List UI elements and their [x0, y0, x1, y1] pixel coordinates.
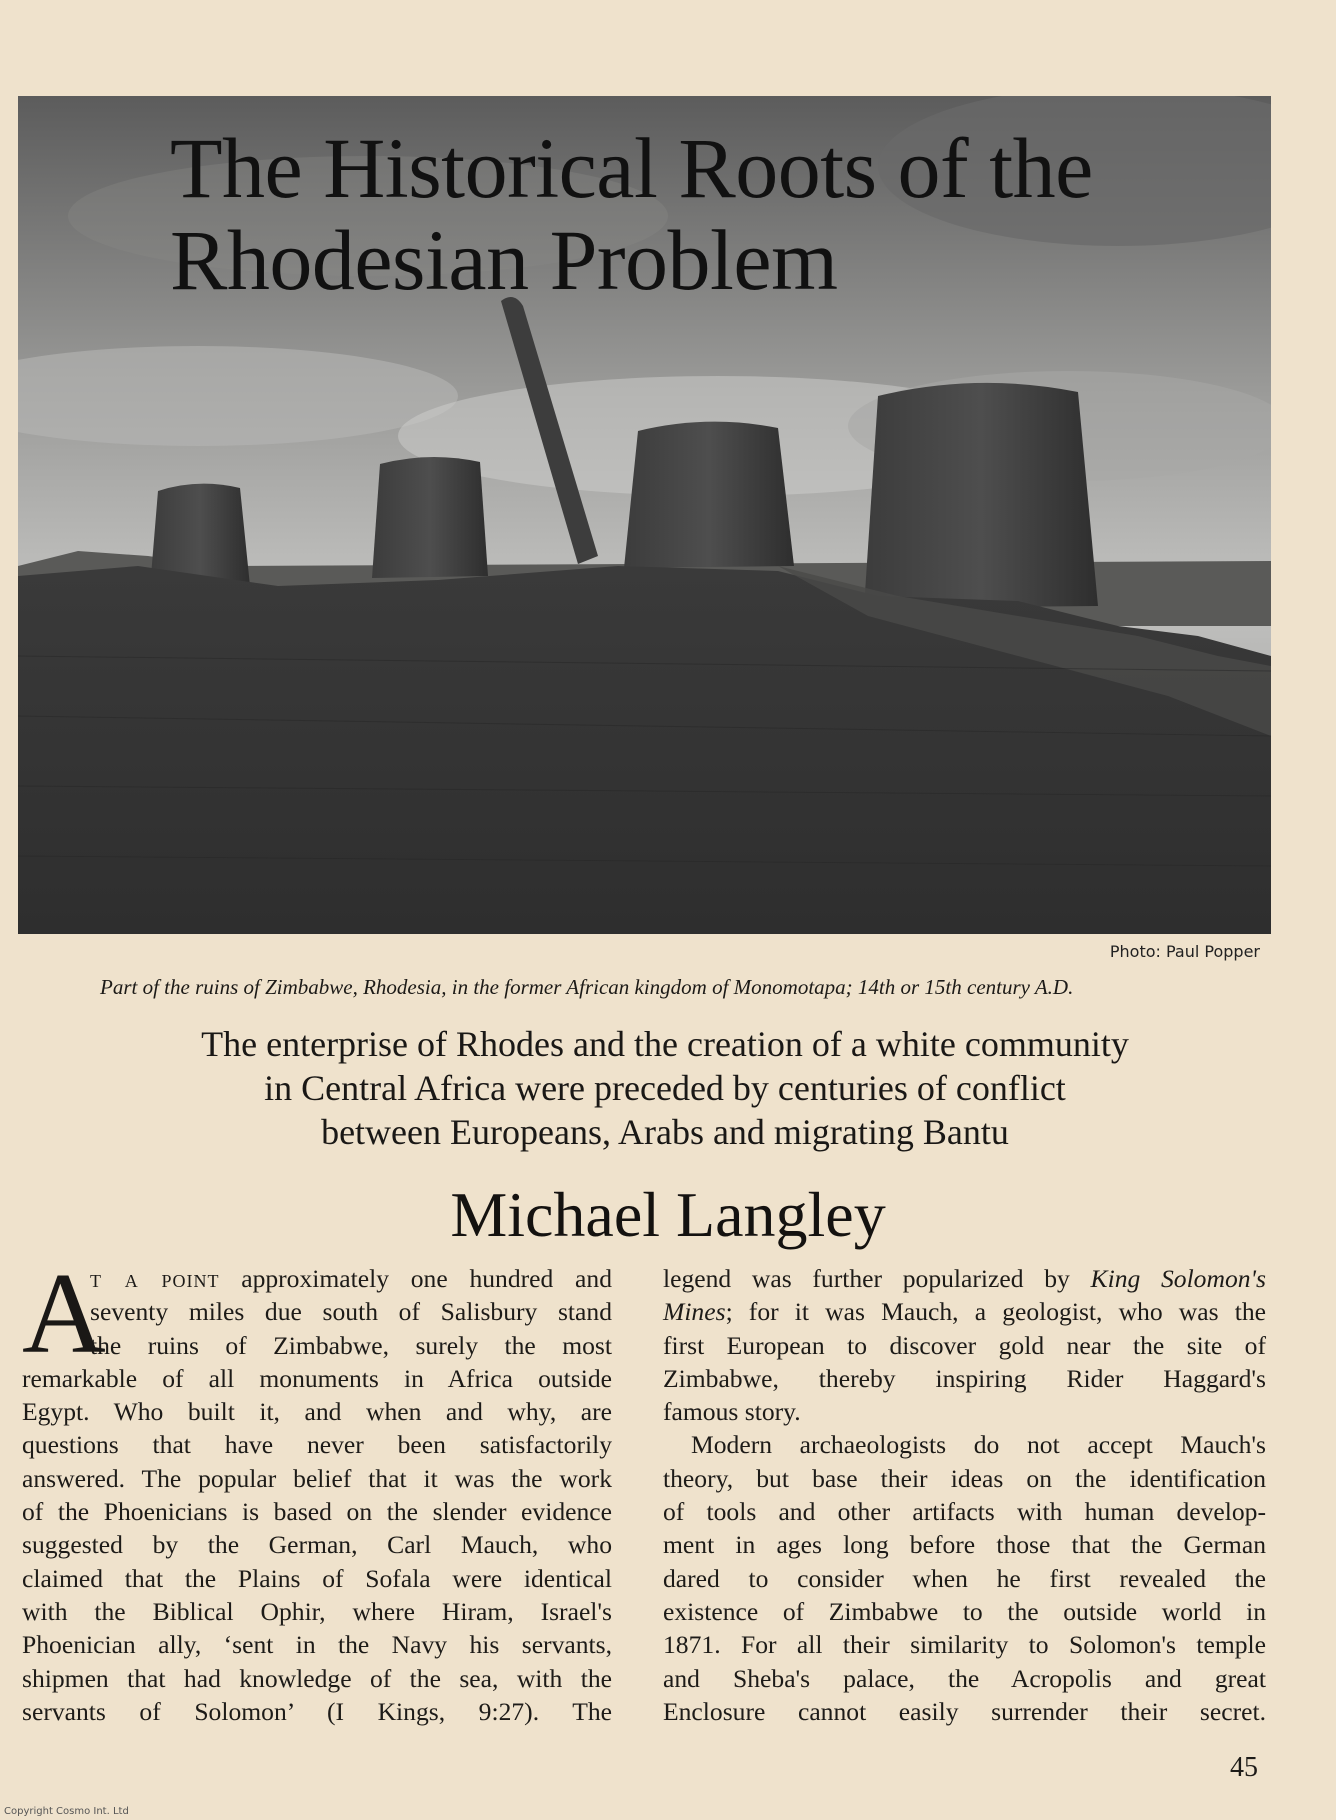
body-line: Egypt. Who built it, and when and why, are: [22, 1397, 612, 1427]
author-byline: Michael Langley: [450, 1179, 886, 1250]
body-line: famous story.: [663, 1397, 801, 1427]
body-line: questions that have never been satisfactorily: [22, 1430, 612, 1460]
body-line: ment in ages long before those that the German: [663, 1530, 1266, 1560]
body-line: Phoenician ally, ‘sent in the Navy his servants,: [22, 1630, 612, 1660]
body-line: [663, 1262, 1266, 1295]
body-text: ; for it was Mauch, a geologist, who was the: [725, 1297, 1266, 1327]
body-line: first European to discover gold near the site of: [663, 1330, 1266, 1360]
body-line: theory, but base their ideas on the identification: [663, 1463, 1266, 1493]
photo-caption: Part of the ruins of Zimbabwe, Rhodesia, in the former African kingdom of Monomotapa; 14th or 15th century A.D.: [100, 975, 1074, 999]
standfirst-line-2: in Central Africa were preceded by centuries of conflict: [264, 1068, 1066, 1108]
page-number: 45: [1230, 1752, 1258, 1783]
zimbabwe-ruins-photo: [18, 96, 1271, 934]
body-line: the ruins of Zimbabwe, surely the most: [90, 1330, 612, 1360]
body-line: remarkable of all monuments in Africa outside: [22, 1363, 612, 1393]
body-line: Zimbabwe, thereby inspiring Rider Haggard's: [663, 1363, 1266, 1393]
body-column-right: [663, 1262, 1266, 1728]
tower-4: [864, 383, 1098, 608]
body-line: with the Biblical Ophir, where Hiram, Israel's: [22, 1596, 612, 1626]
body-column-left: [22, 1250, 612, 1728]
headline-line-1: The Historical Roots of the: [170, 120, 1093, 216]
photo-credit: Photo: Paul Popper: [1109, 942, 1260, 961]
body-line: existence of Zimbabwe to the outside world in: [663, 1596, 1266, 1626]
drop-cap: A: [22, 1250, 106, 1378]
body-line: shipmen that had knowledge of the sea, with the: [22, 1663, 612, 1693]
body-line: suggested by the German, Carl Mauch, who: [22, 1530, 612, 1560]
body-line: seventy miles due south of Salisbury stand: [90, 1297, 612, 1327]
body-line: Modern archaeologists do not accept Mauch's: [691, 1430, 1266, 1460]
tower-2: [372, 457, 488, 578]
headline: [170, 122, 1093, 306]
standfirst: [60, 1022, 1270, 1154]
body-line: dared to consider when he first revealed the: [663, 1563, 1266, 1593]
body-line: [663, 1295, 1266, 1328]
tower-3: [624, 422, 794, 568]
headline-line-2: Rhodesian Problem: [170, 212, 838, 308]
stone-wall: [18, 566, 1271, 934]
body-text: approximately one hundred and: [241, 1264, 612, 1293]
book-title: Mines: [663, 1297, 726, 1327]
body-line: 1871. For all their similarity to Solomon's temple: [663, 1630, 1266, 1660]
body-line: and Sheba's palace, the Acropolis and great: [663, 1663, 1266, 1693]
standfirst-line-3: between Europeans, Arabs and migrating Bantu: [321, 1112, 1009, 1152]
body-line: of tools and other artifacts with human develop-: [663, 1497, 1266, 1527]
body-line: answered. The popular belief that it was the work: [22, 1463, 612, 1493]
copyright-notice: Copyright Cosmo Int. Ltd: [4, 1806, 129, 1817]
body-line: [22, 1262, 612, 1295]
body-line: of the Phoenicians is based on the slender evidence: [22, 1497, 612, 1527]
lead-smallcaps: t a point: [90, 1264, 220, 1293]
body-line: Enclosure cannot easily surrender their secret.: [663, 1696, 1266, 1726]
body-text: legend was further popularized by: [663, 1264, 1091, 1293]
standfirst-line-1: The enterprise of Rhodes and the creation of a white community: [201, 1024, 1129, 1064]
body-line: servants of Solomon’ (I Kings, 9:27). The: [22, 1696, 612, 1726]
body-line: claimed that the Plains of Sofala were identical: [22, 1563, 612, 1593]
book-title: King Solomon's: [1090, 1264, 1266, 1293]
